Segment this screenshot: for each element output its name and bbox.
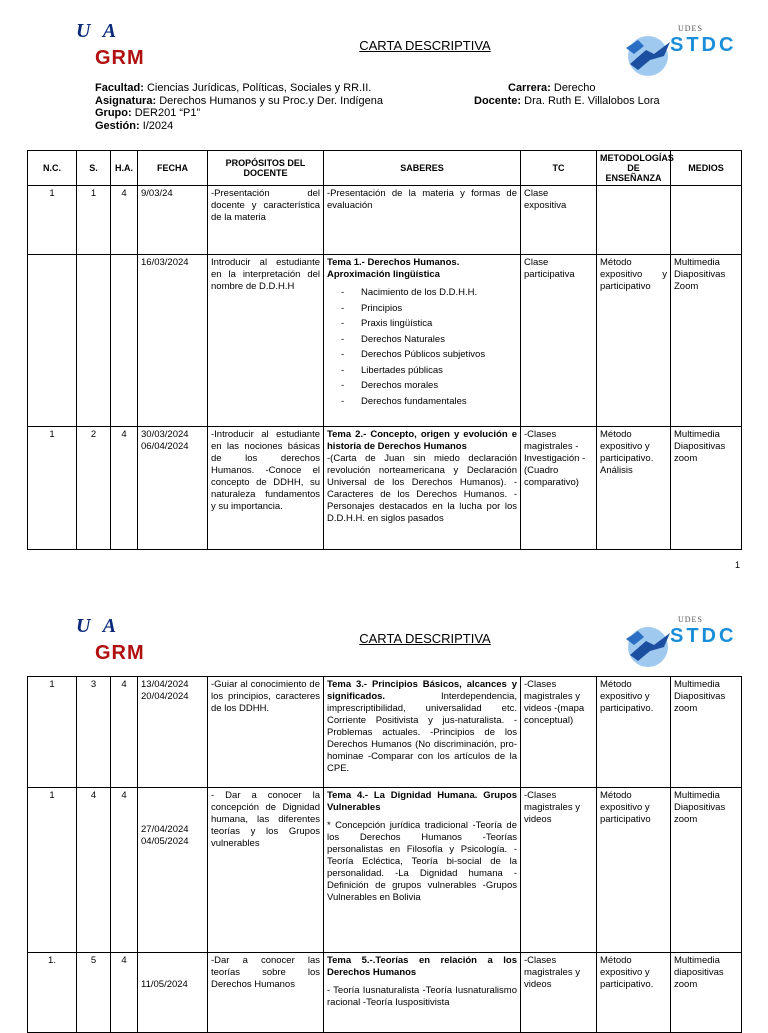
tc-cell: -Clases magistrales y videos [521, 788, 597, 953]
s-cell: 3 [77, 677, 111, 788]
proposito-cell: -Introducir al estudiante en las nociones básicas de los derechos Humanos. -Conoce el concepto de DDHH, su naturaleza fundamentos y su importancia. [208, 427, 324, 550]
medios-cell [671, 186, 742, 255]
course-info-right [474, 82, 744, 107]
list-item: - Derechos morales [327, 378, 517, 394]
docente-label: Docente: [474, 94, 522, 107]
udes-stdc-logo [624, 24, 737, 80]
gestion-label: Gestión: [95, 119, 140, 132]
saberes-cell [324, 255, 521, 427]
proposito-cell: Introducir al estudiante en la interpretación del nombre de D.D.H.H [208, 255, 324, 427]
saberes-text: * Concepción jurídica tradicional -Teoría de los Derechos Humanos -Teorías personalistas en Filosofía y Psicología. -Teoría Ecléctica, Teoría bi-social de la personalidad. -La Dignidad humana -Definición de grupos vulnerables -Grupos Vulnerables en Bolivia [327, 820, 517, 903]
metodologia-cell: Método expositivo y participativo [597, 788, 671, 953]
ha-cell [111, 255, 138, 427]
column-header: H.A. [111, 151, 138, 186]
proposito-cell: -Presentación del docente y característica de la materia [208, 186, 324, 255]
metodologia-cell: Método expositivo y participativo. [597, 953, 671, 1033]
nc-cell: 1 [28, 677, 77, 788]
saberes-title: Tema 2.- Concepto, origen y evolución e historia de Derechos Humanos [327, 429, 517, 452]
proposito-cell: -Guiar al conocimiento de los principios, caracteres de los DDHH. [208, 677, 324, 788]
metodologia-cell [597, 186, 671, 255]
document-title: CARTA DESCRIPTIVA [359, 38, 491, 53]
saberes-title: Tema 5.-.Teorías en relación a los Derechos Humanos [327, 955, 517, 978]
s-cell: 5 [77, 953, 111, 1033]
s-cell: 4 [77, 788, 111, 953]
table-row [28, 677, 742, 788]
fecha-cell [138, 788, 208, 953]
logo-ua: U A [76, 615, 121, 637]
stdc-label: STDC [670, 34, 737, 56]
table-row [28, 788, 742, 953]
proposito-cell: -Dar a conocer las teorías sobre los Derechos Humanos [208, 953, 324, 1033]
gestion-value: I/2024 [142, 119, 174, 132]
saberes-cell [324, 677, 521, 788]
ha-cell: 4 [111, 953, 138, 1033]
saberes-text: Interdependencia, imprescriptibilidad, universalidad etc. Corriente Positivista y jus-naturalista. -Problemas actuales. -Principios de los Derechos Humanos (No discriminación, pro-hominae -Comparar con los artículos de la CPE. [327, 691, 517, 774]
facultad-value: Ciencias Jurídicas, Políticas, Sociales y RR.II. [146, 82, 372, 94]
saberes-cell [324, 788, 521, 953]
metodologia-cell: Método expositivo y participativo [597, 255, 671, 427]
table-row [28, 427, 742, 550]
logo-grm: GRM [95, 642, 145, 664]
column-header: S. [77, 151, 111, 186]
column-header: MEDIOS [671, 151, 742, 186]
medios-cell: Multimedia Diapositivas zoom [671, 427, 742, 550]
table-row [28, 255, 742, 427]
s-cell: 2 [77, 427, 111, 550]
saberes-title: Tema 3.- Principios Básicos, alcances y significados. [327, 679, 517, 702]
nc-cell: 1 [28, 427, 77, 550]
fecha-cell [138, 953, 208, 1033]
fecha-cell: 13/04/2024 20/04/2024 [138, 677, 208, 788]
saberes-text: - Teoría Iusnaturalista -Teoría Iusnaturalismo racional -Teoría Iuspositivista [327, 985, 517, 1008]
column-header: METODOLOGÍAS DE ENSEÑANZA [597, 151, 671, 186]
asignatura-label: Asignatura: [95, 94, 157, 107]
carta-table-page-1 [27, 150, 742, 550]
fecha-cell: 30/03/2024 06/04/2024 [138, 427, 208, 550]
list-item: - Praxis lingüística [327, 316, 517, 332]
list-item: - Principios [327, 301, 517, 317]
stdc-label: STDC [670, 625, 737, 647]
ha-cell: 4 [111, 427, 138, 550]
udes-stdc-logo [624, 615, 737, 671]
saberes-cell: -Presentación de la materia y formas de evaluación [324, 186, 521, 255]
udes-label: UDES [678, 24, 703, 33]
medios-cell: Multimedia diapositivas zoom [671, 953, 742, 1033]
metodologia-cell: Método expositivo y participativo. [597, 677, 671, 788]
saberes-list [327, 285, 517, 409]
nc-cell: 1 [28, 186, 77, 255]
nc-cell: 1. [28, 953, 77, 1033]
fecha-cell: 9/03/24 [138, 186, 208, 255]
document-page-2 [0, 578, 768, 1024]
saberes-title: Tema 1.- Derechos Humanos. Aproximación lingüística [327, 257, 460, 280]
tc-cell: Clase participativa [521, 255, 597, 427]
medios-cell: Multimedia Diapositivas Zoom [671, 255, 742, 427]
logo-grm: GRM [95, 47, 145, 69]
ha-cell: 4 [111, 186, 138, 255]
ha-cell: 4 [111, 788, 138, 953]
list-item: - Derechos fundamentales [327, 394, 517, 410]
column-header: SABERES [324, 151, 521, 186]
saberes-cell [324, 953, 521, 1033]
page-number: 1 [735, 560, 741, 570]
ha-cell: 4 [111, 677, 138, 788]
course-info-left [95, 82, 475, 132]
saberes-title: Tema 4.- La Dignidad Humana. Grupos Vulnerables [327, 790, 517, 813]
globe-hands-icon [624, 621, 676, 673]
proposito-cell: - Dar a conocer la concepción de Dignidad humana, las diferentes teorías y los Grupos vulnerables [208, 788, 324, 953]
grupo-label: Grupo: [95, 107, 132, 119]
tc-cell: -Clases magistrales y videos -(mapa conceptual) [521, 677, 597, 788]
table-row [28, 953, 742, 1033]
list-item: - Derechos Públicos subjetivos [327, 347, 517, 363]
nc-cell: 1 [28, 788, 77, 953]
fecha-text: 11/05/2024 [141, 979, 188, 990]
carta-table-page-2 [27, 676, 742, 1033]
tc-cell: Clase expositiva [521, 186, 597, 255]
list-item: - Nacimiento de los D.D.H.H. [327, 285, 517, 301]
table-header-row [28, 151, 742, 186]
tc-cell: -Clases magistrales y videos [521, 953, 597, 1033]
column-header: TC [521, 151, 597, 186]
metodologia-cell: Método expositivo y participativo. Análisis [597, 427, 671, 550]
nc-cell [28, 255, 77, 427]
column-header: N.C. [28, 151, 77, 186]
saberes-text: -(Carta de Juan sin miedo declaración revolución norteamericana y Declaración Universal de los Derechos Humanos). -Caracteres de los Derechos Humanos. - Personajes destacados en la lucha por los D.D.H.H. en siglos pasados [327, 453, 517, 524]
fecha-text: 27/04/2024 04/05/2024 [141, 824, 189, 847]
saberes-cell [324, 427, 521, 550]
medios-cell: Multimedia Diapositivas zoom [671, 677, 742, 788]
document-title: CARTA DESCRIPTIVA [359, 631, 491, 646]
list-item: - Derechos Naturales [327, 332, 517, 348]
table-row [28, 186, 742, 255]
asignatura-value: Derechos Humanos y su Proc.y Der. Indígena [159, 94, 383, 107]
tc-cell: -Clases magistrales -Investigación -(Cuadro comparativo) [521, 427, 597, 550]
grupo-value: DER201 “P1” [134, 107, 201, 119]
udes-label: UDES [678, 615, 703, 624]
column-header: PROPÓSITOS DEL DOCENTE [208, 151, 324, 186]
s-cell: 1 [77, 186, 111, 255]
carrera-label: Carrera: [508, 82, 551, 94]
globe-hands-icon [624, 30, 676, 82]
list-item: - Libertades públicas [327, 363, 517, 379]
carrera-value: Derecho [553, 82, 596, 94]
docente-value: Dra. Ruth E. Villalobos Lora [524, 94, 660, 107]
s-cell [77, 255, 111, 427]
fecha-cell: 16/03/2024 [138, 255, 208, 427]
medios-cell: Multimedia Diapositivas zoom [671, 788, 742, 953]
logo-ua: U A [76, 20, 121, 42]
facultad-label: Facultad: [95, 82, 144, 94]
column-header: FECHA [138, 151, 208, 186]
